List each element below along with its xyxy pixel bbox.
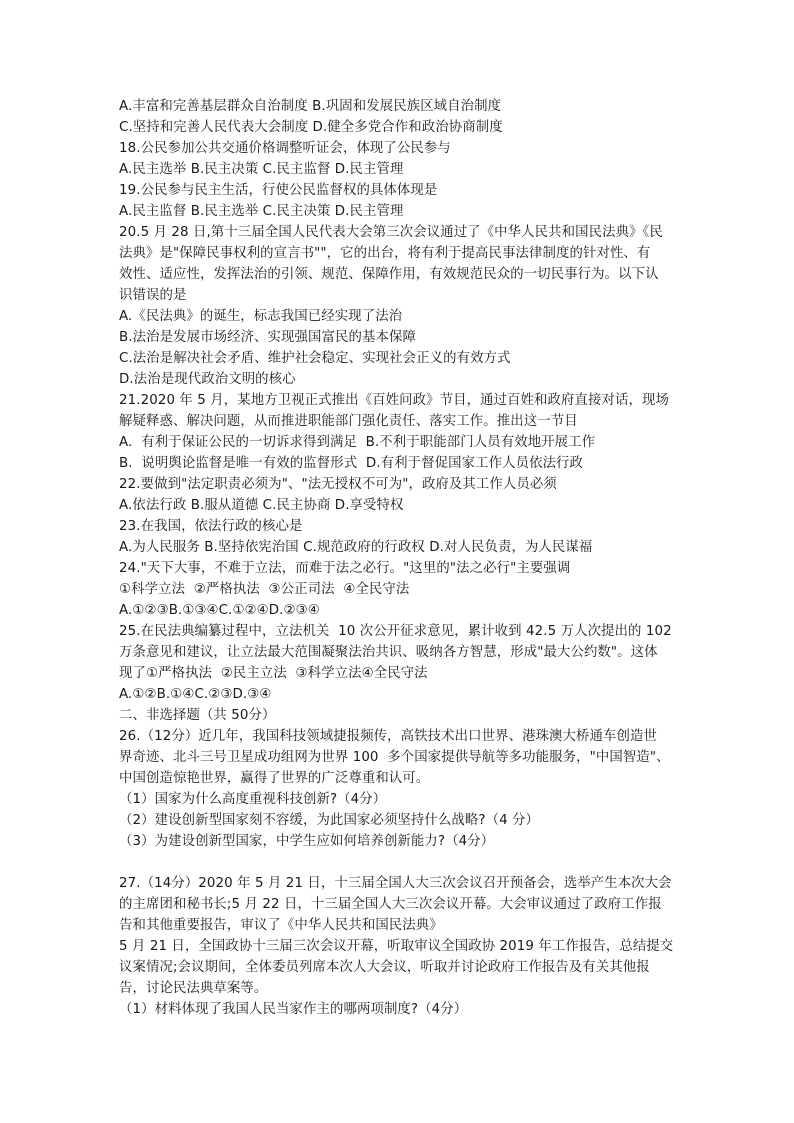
text-line: C.法治是解决社会矛盾、维护社会稳定、实现社会正义的有效方式 (119, 351, 511, 366)
text-line: C.坚持和完善人民代表大会制度 D.健全多党合作和政治协商制度 (119, 120, 503, 135)
text-line: 23.在我国，依法行政的核心是 (119, 519, 303, 534)
text-line: 告，讨论民法典草案等。 (119, 981, 268, 996)
text-line: 现了①严格执法 ②民主立法 ③科学立法④全民守法 (119, 666, 428, 681)
text-line: 的主席团和秘书长;5 月 22 日，十三届全国人大三次会议开幕。大会审议通过了政府工作报 (119, 897, 662, 912)
text-line: （2）建设创新型国家刻不容缓，为此国家必须坚持什么战略?（4 分） (119, 813, 540, 828)
text-line: A.①②③B.①③④C.①②④D.②③④ (119, 603, 320, 618)
text-line: （3）为建设创新型国家，中学生应如何培养创新能力?（4分） (119, 834, 495, 849)
text-line: 27.（14分）2020 年 5 月 21 日，十三届全国人大三次会议召开预备会，选举产生本次大会 (119, 876, 672, 891)
text-line: 效性、适应性，发挥法治的引领、规范、保障作用，有效规范民众的一切民事行为。以下认 (119, 267, 659, 282)
text-line: 法典》是"保障民事权利的宣言书""，它的出台，将有利于提高民事法律制度的针对性、有 (119, 246, 651, 261)
text-line: 25.在民法典编纂过程中，立法机关 10 次公开征求意见，累计收到 42.5 万人次提出的 102 (119, 624, 672, 639)
text-line: A.民主选举 B.民主决策 C.民主监督 D.民主管理 (119, 162, 404, 177)
document-body (119, 96, 679, 1020)
text-line: 万条意见和建议，让立法最大范围凝聚法治共识、吸纳各方智慧，形成"最大公约数"。这体 (119, 645, 658, 660)
text-line: D.法治是现代政治文明的核心 (119, 372, 296, 387)
text-line: A. 有利于保证公民的一切诉求得到满足 B.不利于职能部门人员有效地开展工作 (119, 435, 596, 450)
text-line: A.①②B.①④C.②③D.③④ (119, 687, 272, 702)
text-line: B.法治是发展市场经济、实现强国富民的基本保障 (119, 330, 416, 345)
text-line: A.丰富和完善基层群众自治制度 B.巩固和发展民族区域自治制度 (119, 99, 502, 114)
text-line: 识错误的是 (119, 288, 187, 303)
text-line: 24."天下大事，不难于立法，而难于法之必行。"这里的"法之必行"主要强调 (119, 561, 571, 576)
text-line: 议案情况;会议期间，全体委员列席本次人大会议，听取并讨论政府工作报告及有关其他报 (119, 960, 650, 975)
text-line: （1）国家为什么高度重视科技创新?（4分） (119, 792, 387, 807)
text-line: 19.公民参与民主生活，行使公民监督权的具体体现是 (119, 183, 438, 198)
text-line: 二、非选择题（共 50分） (119, 708, 276, 723)
text-line: A.民主监督 B.民主选举 C.民主决策 D.民主管理 (119, 204, 404, 219)
text-line: 22.要做到"法定职责必须为"、"法无授权不可为"，政府及其工作人员必须 (119, 477, 557, 492)
text-line: 21.2020 年 5 月，某地方卫视正式推出《百姓问政》节目，通过百姓和政府直接对话，现场 (119, 393, 669, 408)
text-line: 5 月 21 日，全国政协十三届三次会议开幕，听取审议全国政协 2019 年工作报告，总结提交 (119, 939, 674, 954)
text-line: 18.公民参加公共交通价格调整听证会，体现了公民参与 (119, 141, 451, 156)
text-line: B. 说明舆论监督是唯一有效的监督形式 D.有利于督促国家工作人员依法行政 (119, 456, 584, 471)
text-line: 20.5 月 28 日,第十三届全国人民代表大会第三次会议通过了《中华人民共和国民法典》《民 (119, 225, 663, 240)
text-line: A.为人民服务 B.坚持依宪治国 C.规范政府的行政权 D.对人民负责，为人民谋福 (119, 540, 593, 555)
text-line: 中国创造惊艳世界，赢得了世界的广泛尊重和认可。 (119, 771, 430, 786)
text-line: A.《民法典》的诞生，标志我国已经实现了法治 (119, 309, 403, 324)
text-line: 26.（12分）近几年，我国科技领域捷报频传，高铁技术出口世界、港珠澳大桥通车创造世 (119, 729, 657, 744)
text-line: （1）材料体现了我国人民当家作主的哪两项制度?（4分） (119, 1002, 468, 1017)
text-line: A.依法行政 B.服从道德 C.民主协商 D.享受特权 (119, 498, 404, 513)
text-line: 界奇迹、北斗三号卫星成功组网为世界 100 多个国家提供导航等多功能服务，"中国智造"、 (119, 750, 670, 765)
text-line: 告和其他重要报告，审议了《中华人民共和国民法典》 (119, 918, 443, 933)
text-line: ①科学立法 ②严格执法 ③公正司法 ④全民守法 (119, 582, 410, 597)
blank-line (119, 852, 679, 873)
text-line: 解疑释惑、解决问题，从而推进职能部门强化责任、落实工作。推出这一节目 (119, 414, 578, 429)
